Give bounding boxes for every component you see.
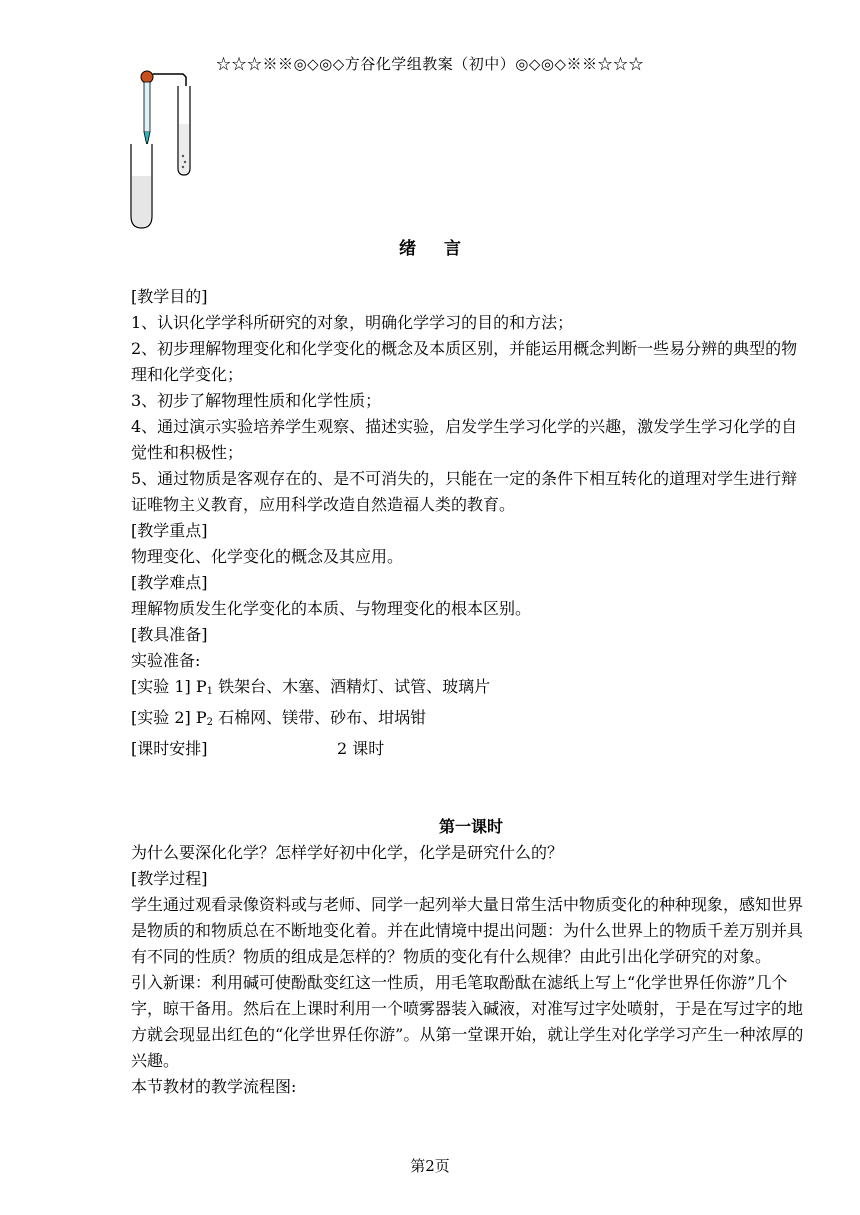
objective-item: 2、初步理解物理变化和化学变化的概念及本质区别，并能运用概念判断一些易分辨的典型的物理和化学变化； (131, 339, 798, 384)
prep-heading: [教具准备] (131, 625, 208, 644)
objective-item: 1、认识化学学科所研究的对象，明确化学学习的目的和方法； (131, 313, 574, 332)
flow-label: 本节教材的教学流程图: (131, 1077, 297, 1096)
key-text: 物理变化、化学变化的概念及其应用。 (131, 547, 404, 566)
difficulty-heading: [教学难点] (131, 573, 208, 592)
process-paragraph-2: 引入新课：利用碱可使酚酞变红这一性质，用毛笔取酚酞在滤纸上写上“化学世界任你游”几个字，晾干备用。然后在上课时利用一个喷雾器装入碱液，对准写过字处喷射，于是在写过字的地方就会现显出红色的“化学世界任你游”。从第一堂课开始，就让学生对化学学习产生一种浓厚的兴趣。 (131, 973, 804, 1070)
experiment-1: [实验 1] $P_1$ 铁架台、木塞、酒精灯、试管、玻璃片 (131, 677, 491, 697)
process-paragraph-1: 学生通过观看录像资料或与老师、同学一起列举大量日常生活中物质变化的种种现象，感知世界是物质的和物质总在不断地变化着。并在此情境中提出问题：为什么世界上的物质千差万别并具有不同的性质？物质的组成是怎样的？物质的变化有什么规律？由此引出化学研究的对象。 (131, 895, 804, 966)
objective-item: 4、通过演示实验培养学生观察、描述实验，启发学生学习化学的兴趣，激发学生学习化学的自觉性和积极性； (131, 417, 798, 462)
lesson1-heading: 第一课时 (438, 817, 503, 836)
lesson1-question: 为什么要深化化学？怎样学好初中化学，化学是研究什么的？ (131, 843, 564, 862)
experiment-2: [实验 2] $P_2$ 石棉网、镁带、砂布、坩埚钳 (131, 708, 427, 728)
schedule-label: [课时安排] (131, 739, 208, 758)
page-title: 绪言 (399, 239, 489, 259)
key-heading: [教学重点] (131, 521, 208, 540)
objective-item: 3、初步了解物理性质和化学性质； (131, 391, 382, 410)
test-tube-apparatus-icon (128, 64, 192, 230)
prep-label: 实验准备: (131, 651, 201, 670)
lesson-plan-body (131, 284, 811, 1100)
difficulty-text: 理解物质发生化学变化的本质、与物理变化的根本区别。 (131, 599, 532, 618)
process-heading: [教学过程] (131, 869, 208, 888)
schedule (131, 736, 811, 762)
page-header: ☆☆☆※※◎◇◎◇方谷化学组教案（初中）◎◇◎◇※※☆☆☆ (216, 55, 644, 73)
page-number: 第2页 (410, 1157, 450, 1175)
objective-item: 5、通过物质是客观存在的、是不可消失的，只能在一定的条件下相互转化的道理对学生进行辩证唯物主义教育，应用科学改造自然造福人类的教育。 (131, 469, 798, 514)
schedule-value: 2 课时 (337, 739, 385, 758)
objectives-heading: [教学目的] (131, 287, 208, 306)
